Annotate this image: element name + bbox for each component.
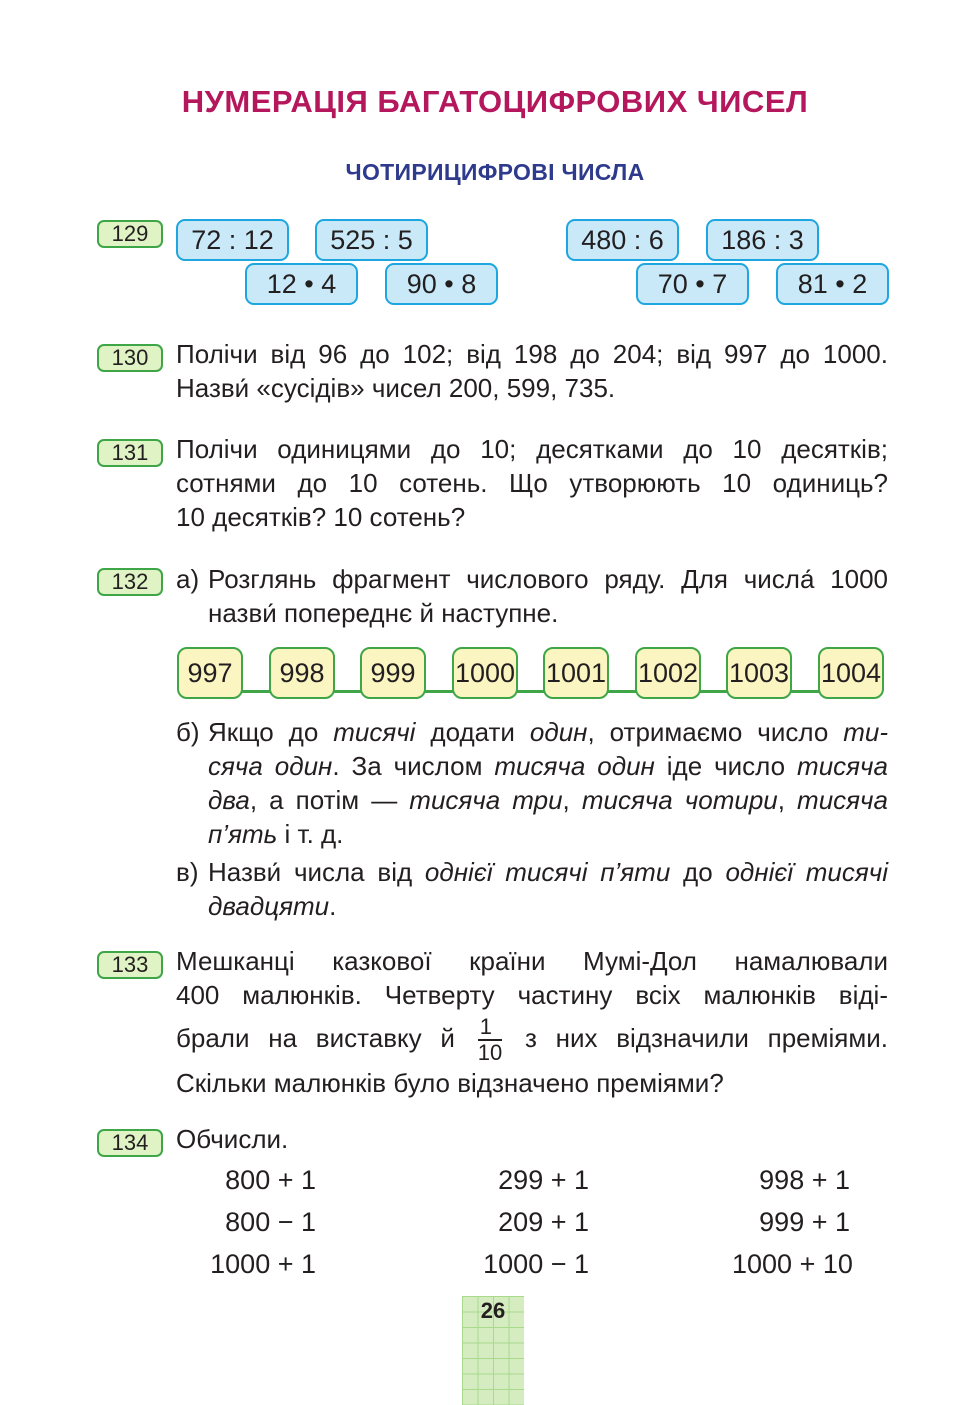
item-label-b: б) [176,717,200,747]
sequence-number: 1003 [726,647,792,699]
exercise-text-line: 10 десятків? 10 сотень? [176,502,466,532]
exercise-text-line: сяча один. За числом тисяча один іде число тисяча [208,751,888,781]
sequence-number: 1004 [818,647,884,699]
calc-expression: 800 − 1 [225,1207,316,1237]
section-subtitle: ЧОТИРИЦИФРОВІ ЧИСЛА [345,159,645,185]
sequence-number: 997 [177,647,243,699]
exercise-number-133: 133 [97,951,163,979]
expression-pill: 72 : 12 [176,219,289,261]
expression-pill: 12 • 4 [245,263,358,305]
exercise-number-129: 129 [97,220,163,248]
calc-expression: 999 + 1 [759,1207,850,1237]
calc-expression: 998 + 1 [759,1165,850,1195]
exercise-text-line: Назви́ «сусідів» чисел 200, 599, 735. [176,373,616,403]
exercise-text-line: Мешканці казкової країни Мумі-Дол намалювали [176,946,888,976]
calc-expression: 299 + 1 [498,1165,589,1195]
expression-pill: 70 • 7 [636,263,749,305]
calc-expression: 800 + 1 [225,1165,316,1195]
exercise-number-130: 130 [97,344,163,372]
exercise-text-line: Якщо до тисячі додати один, отримаємо число ти- [208,717,889,747]
sequence-number: 999 [360,647,426,699]
exercise-number-134: 134 [97,1129,163,1157]
page-title: НУМЕРАЦІЯ БАГАТОЦИФРОВИХ ЧИСЕЛ [181,84,809,119]
exercise-text-line: брали на виставку й $\frac{1}{10}$ з них відзначили преміями. [176,1014,888,1066]
exercise-number-132: 132 [97,568,163,596]
sequence-number: 998 [269,647,335,699]
sequence-number: 1000 [452,647,518,699]
exercise-text-line: Полічи одиницями до 10; десятками до 10 десятків; [176,434,888,464]
sequence-number: 1002 [635,647,701,699]
exercise-text-line: назви́ попереднє й наступне. [208,598,559,628]
exercise-text-line: п’ять і т. д. [208,819,344,849]
item-label-c: в) [176,857,199,887]
exercise-text-line: 400 малюнків. Четверту частину всіх малюнків віді- [176,980,888,1010]
expression-pill: 525 : 5 [315,219,428,261]
exercise-text-line: двадцяти. [208,891,337,921]
calc-expression: 1000 − 1 [483,1249,589,1279]
calc-expression: 1000 + 1 [210,1249,316,1279]
exercise-number-131: 131 [97,439,163,467]
exercise-text-line: Скільки малюнків було відзначено преміями? [176,1068,724,1098]
calc-expression: 209 + 1 [498,1207,589,1237]
page-number: 26 [480,1298,506,1323]
calc-expression: 1000 + 10 [732,1249,853,1279]
expression-pill: 480 : 6 [566,219,679,261]
sequence-number: 1001 [543,647,609,699]
exercise-text-line: сотнями до 10 сотень. Що утворюють 10 одиниць? [176,468,888,498]
exercise-instruction: Обчисли. [176,1124,289,1154]
exercise-text-line: два, а потім — тисяча три, тисяча чотири, тисяча [208,785,888,815]
exercise-text-line: Назви́ числа від однієї тисячі п’яти до однієї тисячі [208,857,888,887]
exercise-text-line: Розглянь фрагмент числового ряду. Для числа́ 1000 [208,564,888,594]
fraction: $\frac{1}{10}$ [477,1014,503,1066]
item-label-a: а) [176,564,200,594]
expression-pill: 90 • 8 [385,263,498,305]
expression-pill: 186 : 3 [706,219,819,261]
expression-pill: 81 • 2 [776,263,889,305]
exercise-text-line: Полічи від 96 до 102; від 198 до 204; від 997 до 1000. [176,339,888,369]
